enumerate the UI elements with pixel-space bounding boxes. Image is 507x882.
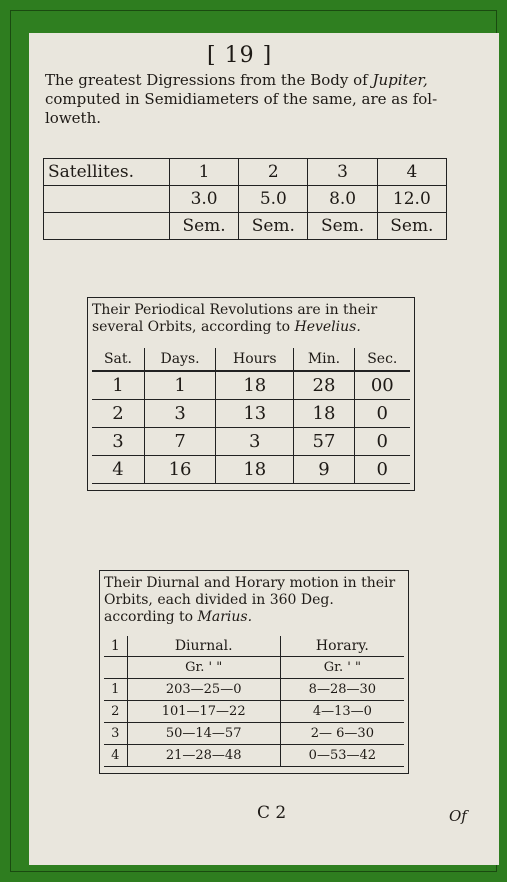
heading-line-2: computed in Semidiameters of the same, are as fol- [45, 90, 438, 108]
section-heading [45, 71, 465, 128]
cell: 4 [92, 456, 144, 484]
table-row [104, 679, 404, 701]
units-row [104, 657, 404, 679]
horary-cell: 8—28—30 [280, 679, 404, 701]
diurnal-caption [104, 575, 404, 626]
sat-cell: 3 [104, 723, 127, 745]
satellites-label: Satellites. [44, 159, 170, 186]
column-header: Hours [216, 348, 294, 371]
table-row [92, 400, 410, 428]
cell: 7 [144, 428, 215, 456]
sat-cell: 2 [104, 701, 127, 723]
cell: 16 [144, 456, 215, 484]
heading-line-3: loweth. [45, 109, 102, 127]
header-cell: 1 [169, 159, 238, 186]
column-header: Min. [294, 348, 354, 371]
scan-frame [10, 10, 497, 872]
sat-cell: 1 [104, 679, 127, 701]
catchword: Of [449, 807, 467, 825]
table-row [44, 213, 447, 240]
heading-line-1 [45, 71, 465, 90]
cell: 2 [92, 400, 144, 428]
column-header: Sat. [92, 348, 144, 371]
column-header: Days. [144, 348, 215, 371]
horary-cell: 2— 6—30 [280, 723, 404, 745]
diurnal-cell: 101—17—22 [127, 701, 280, 723]
caption-text: Their Diurnal and Horary motion in their Orbits, each divided in 360 Deg. according to [104, 575, 396, 625]
cell: 9 [294, 456, 354, 484]
value-cell: 3.0 [169, 186, 238, 213]
page-number: [ 19 ] [207, 43, 273, 68]
table-row [44, 159, 447, 186]
header-cell: 4 [377, 159, 446, 186]
signature-mark: C 2 [257, 803, 287, 823]
table-row [92, 456, 410, 484]
cell: 0 [354, 428, 410, 456]
empty-cell [44, 213, 170, 240]
value-cell: 12.0 [377, 186, 446, 213]
caption-author: Hevelius. [294, 319, 361, 335]
sat-header: 1 [104, 636, 127, 657]
cell: 0 [354, 400, 410, 428]
periodical-box [87, 297, 415, 491]
header-row [104, 636, 404, 657]
table-row [104, 745, 404, 767]
table-row [92, 371, 410, 400]
heading-planet: Jupiter, [372, 71, 428, 89]
diurnal-cell: 21—28—48 [127, 745, 280, 767]
cell: 3 [216, 428, 294, 456]
empty-cell [44, 186, 170, 213]
cell: 1 [92, 371, 144, 400]
heading-text-1: The greatest Digressions from the Body of [45, 71, 368, 89]
cell: 18 [216, 371, 294, 400]
unit-cell: Sem. [308, 213, 377, 240]
diurnal-table [104, 636, 404, 767]
cell: 57 [294, 428, 354, 456]
diurnal-box [99, 570, 409, 774]
cell: 00 [354, 371, 410, 400]
diurnal-units: Gr. ' " [127, 657, 280, 679]
unit-cell: Sem. [239, 213, 308, 240]
value-cell: 5.0 [239, 186, 308, 213]
book-page [29, 33, 499, 865]
table-row [44, 186, 447, 213]
cell: 3 [92, 428, 144, 456]
cell: 13 [216, 400, 294, 428]
cell: 28 [294, 371, 354, 400]
unit-cell: Sem. [169, 213, 238, 240]
header-cell: 2 [239, 159, 308, 186]
header-row [92, 348, 410, 371]
cell: 0 [354, 456, 410, 484]
sat-cell: 4 [104, 745, 127, 767]
cell: 3 [144, 400, 215, 428]
diurnal-cell: 50—14—57 [127, 723, 280, 745]
table-row [104, 723, 404, 745]
cell: 18 [294, 400, 354, 428]
cell: 18 [216, 456, 294, 484]
unit-cell: Sem. [377, 213, 446, 240]
table-row [92, 428, 410, 456]
header-cell: 3 [308, 159, 377, 186]
diurnal-header: Diurnal. [127, 636, 280, 657]
cell: 1 [144, 371, 215, 400]
horary-header: Horary. [280, 636, 404, 657]
table-row [104, 701, 404, 723]
horary-cell: 0—53—42 [280, 745, 404, 767]
caption-author: Marius. [197, 609, 253, 625]
periodical-table [92, 348, 410, 484]
empty-cell [104, 657, 127, 679]
caption-text: Their Periodical Revolutions are in their several Orbits, according to [92, 302, 378, 335]
value-cell: 8.0 [308, 186, 377, 213]
digressions-table [43, 158, 447, 240]
periodical-caption [92, 302, 410, 336]
column-header: Sec. [354, 348, 410, 371]
horary-units: Gr. ' " [280, 657, 404, 679]
diurnal-cell: 203—25—0 [127, 679, 280, 701]
horary-cell: 4—13—0 [280, 701, 404, 723]
